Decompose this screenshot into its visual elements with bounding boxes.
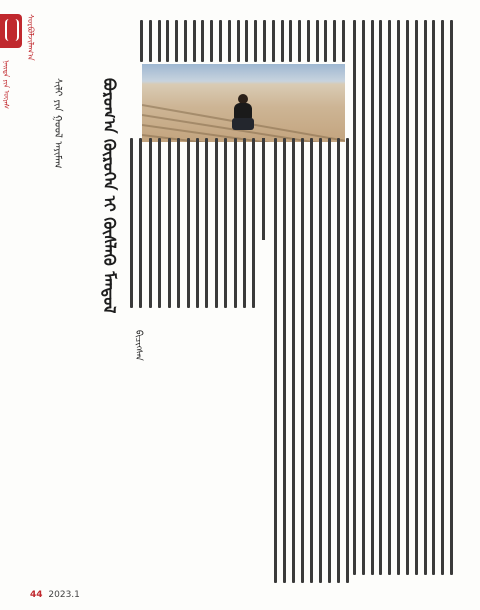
text-column-left (130, 138, 265, 308)
page-footer (30, 590, 80, 600)
article-title: ᠪᠣᠷᠣᠭ᠎ᠠ ᠬᠥᠷᠦᠭᠡᠨ ᠢ ᠬᠥᠰᠯᠡᠬᠦ ᠮᠠᠨᠳᠤᠯ (100, 78, 119, 314)
person-body (234, 103, 252, 119)
section-emblem-icon (5, 19, 19, 41)
article-photo (142, 64, 345, 142)
person-legs (232, 118, 254, 130)
section-label: ᠰᠤᠷᠪᠤᠯᠵᠢᠯᠠᠭ᠎ᠠ (26, 14, 35, 61)
text-column-middle (274, 138, 349, 583)
text-column-top (140, 20, 345, 62)
page-number: 44 (30, 590, 43, 600)
text-column-right (353, 20, 453, 575)
section-tab (0, 14, 22, 48)
article-author: ᠪᠢᠴᠢᠭᠰᠡᠨ (133, 330, 143, 361)
article-subtitle: ᠰᠢᠯᠢ ᠶᠢᠨ ᠭᠣᠣᠯ ᠠᠶᠢᠮᠠᠭ (52, 78, 63, 169)
issue-date: 2023.1 (48, 590, 80, 600)
running-head: ᠨᠡᠢᠲᠡ ᠶᠢᠨ ᠦᠶᠡᠰ (2, 60, 10, 110)
man-crouching-in-desert-field-icon (232, 94, 254, 130)
